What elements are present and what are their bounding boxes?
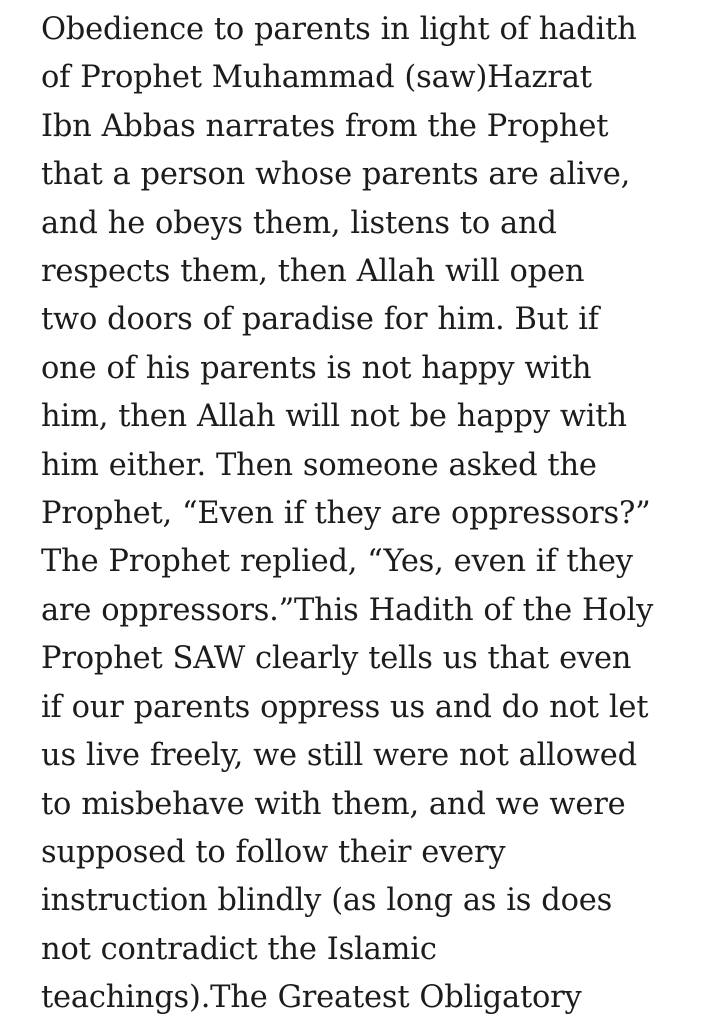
text-line: supposed to follow their every <box>41 834 506 870</box>
text-line: of Prophet Muhammad (saw)Hazrat <box>41 60 592 96</box>
text-line: respects them, then Allah will open <box>41 254 585 290</box>
text-line: not contradict the Islamic <box>41 931 437 967</box>
text-line: if our parents oppress us and do not let <box>41 689 649 725</box>
text-line: to misbehave with them, and we were <box>41 786 626 822</box>
text-line: Prophet SAW clearly tells us that even <box>41 641 632 677</box>
text-line: The Prophet replied, “Yes, even if they <box>41 544 633 580</box>
text-line: him either. Then someone asked the <box>41 447 597 483</box>
text-line: us live freely, we still were not allowed <box>41 738 637 774</box>
text-line: Prophet, “Even if they are oppressors?” <box>41 496 651 532</box>
text-line: teachings).The Greatest Obligatory <box>41 980 582 1016</box>
text-line: are oppressors.”This Hadith of the Holy <box>41 592 654 628</box>
text-line: one of his parents is not happy with <box>41 350 592 386</box>
article-text <box>41 6 701 1023</box>
text-line: that a person whose parents are alive, <box>41 157 631 193</box>
text-line: and he obeys them, listens to and <box>41 205 557 241</box>
text-line: Obedience to parents in light of hadith <box>41 12 637 47</box>
text-line: instruction blindly (as long as is does <box>41 883 613 919</box>
text-line: him, then Allah will not be happy with <box>41 399 627 435</box>
text-line: Ibn Abbas narrates from the Prophet <box>41 108 609 144</box>
text-line: two doors of paradise for him. But if <box>41 302 599 338</box>
